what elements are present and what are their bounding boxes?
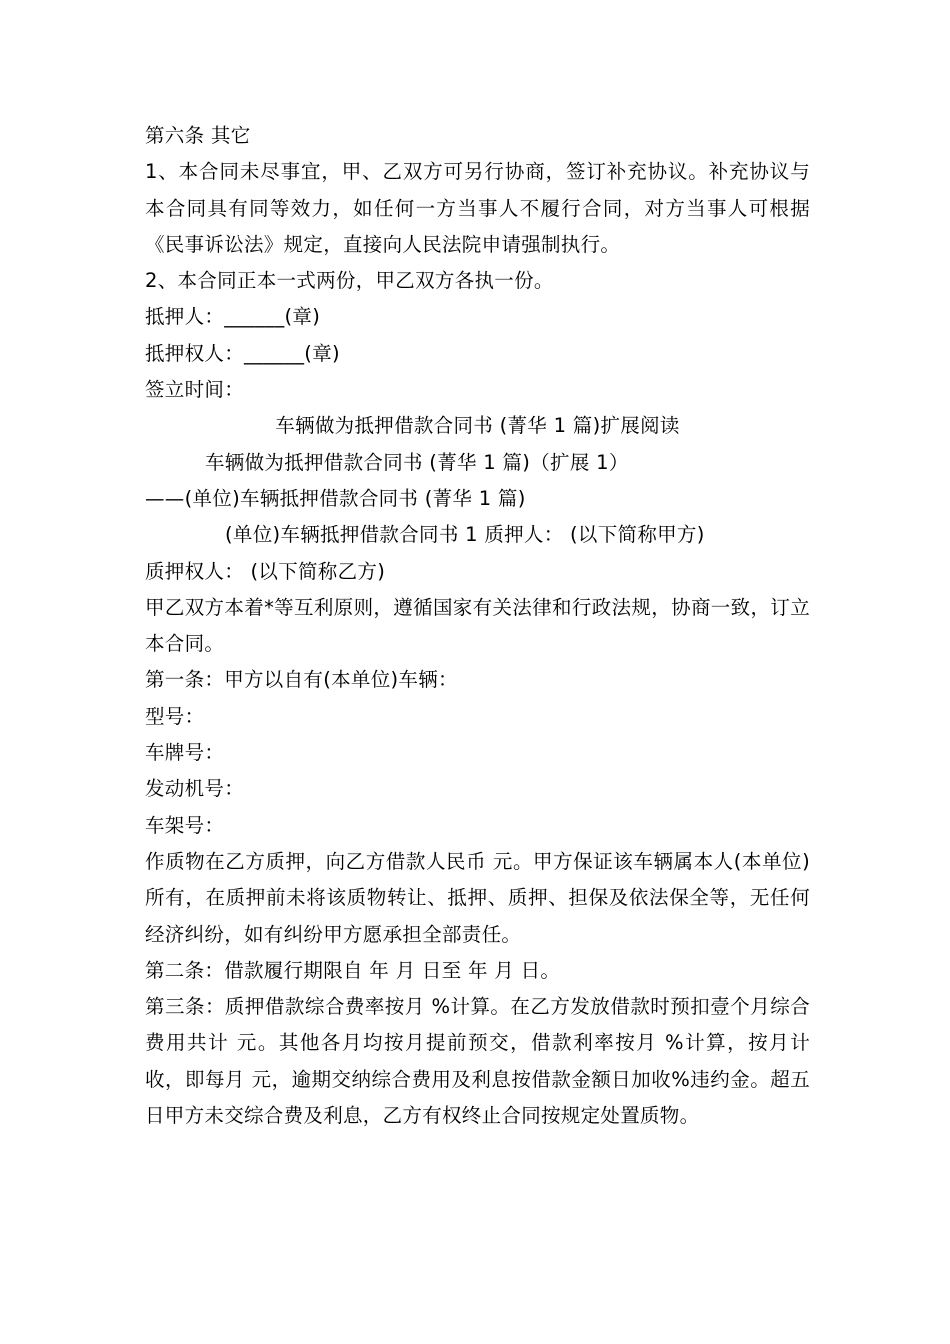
extended-reading-title: 车辆做为抵押借款合同书 (菁华 1 篇)扩展阅读 bbox=[275, 414, 680, 438]
document-page bbox=[145, 118, 810, 1134]
mortgagor-signature: 抵押人：______(章) bbox=[145, 305, 321, 329]
mortgagee-signature: 抵押权人：______(章) bbox=[145, 341, 340, 365]
article-one: 第一条：甲方以自有(本单位)车辆： bbox=[145, 668, 458, 692]
extension-title: 车辆做为抵押借款合同书 (菁华 1 篇)（扩展 1） bbox=[205, 450, 629, 474]
pledgor-line: (单位)车辆抵押借款合同书 1 质押人： (以下简称甲方) bbox=[225, 523, 705, 547]
clause-supplementary: 1、本合同未尽事宜，甲、乙双方可另行协商，签订补充协议。补充协议与本合同具有同等效力，如任何一方当事人不履行合同，对方当事人可根据《民事诉讼法》规定，直接向人民法院申请强制执行。 bbox=[145, 160, 810, 256]
article-six-heading: 第六条 其它 bbox=[145, 124, 251, 147]
article-three: 第三条：质押借款综合费率按月 %计算。在乙方发放借款时预扣壹个月综合费用共计 元。其他各月均按月提前预交，借款利率按月 %计算，按月计收，即每月 元，逾期交纳综合费用及利息按借款金额日加收%违约金。超五日甲方未交综合费及利息，乙方有权终止合同按规定处置质物。 bbox=[145, 995, 810, 1128]
signing-date: 签立时间： bbox=[145, 378, 245, 402]
article-two: 第二条：借款履行期限自 年 月 日至 年 月 日。 bbox=[145, 958, 561, 982]
frame-number-field: 车架号： bbox=[145, 813, 225, 837]
pledge-paragraph: 作质物在乙方质押，向乙方借款人民币 元。甲方保证该车辆属本人(本单位)所有，在质押前未将该质物转让、抵押、质押、担保及依法保全等，无任何经济纠纷，如有纠纷甲方愿承担全部责任。 bbox=[145, 849, 810, 946]
unit-contract-title: ——(单位)车辆抵押借款合同书 (菁华 1 篇) bbox=[145, 486, 526, 510]
plate-number-field: 车牌号： bbox=[145, 741, 225, 765]
engine-number-field: 发动机号： bbox=[145, 777, 245, 801]
pledgee-line: 质押权人： (以下简称乙方) bbox=[145, 559, 386, 583]
model-field: 型号： bbox=[145, 704, 205, 728]
clause-copies: 2、本合同正本一式两份，甲乙双方各执一份。 bbox=[145, 269, 554, 293]
principle-paragraph: 甲乙双方本着*等互利原则，遵循国家有关法律和行政法规，协商一致，订立本合同。 bbox=[145, 595, 810, 656]
